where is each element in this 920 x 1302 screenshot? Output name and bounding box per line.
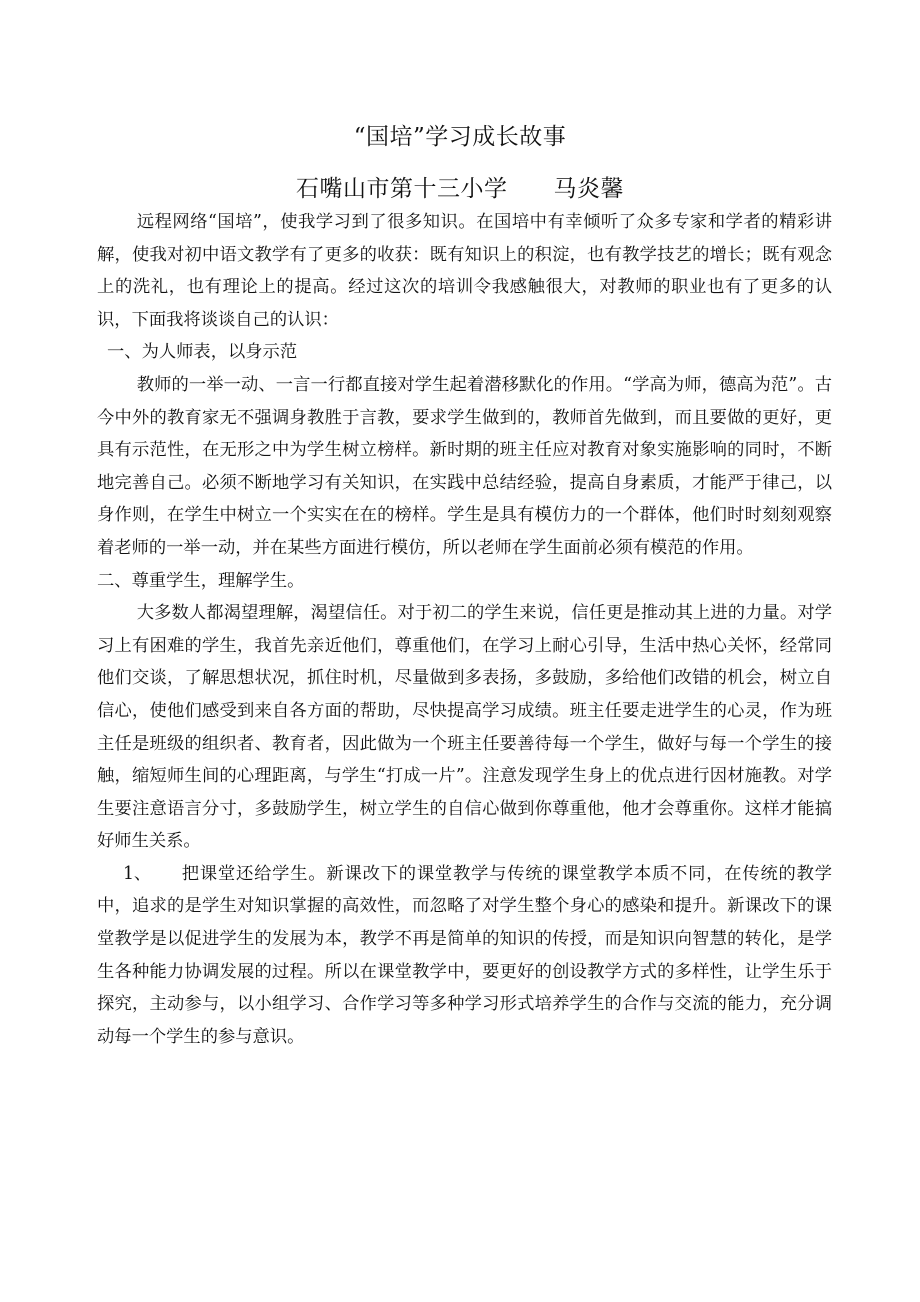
list-item-1-text: 把课堂还给学生。新课改下的课堂教学与传统的课堂教学本质不同，在传统的教学中，追求的是学生对知识掌握的高效性，而忽略了对学生整个身心的感染和提升。新课改下的课堂教学是以促进学生的发展为本，教学不再是简单的知识的传授，而是知识向智慧的转化，是学生各种能力协调发展的过程。所以在课堂教学中，要更好的创设教学方式的多样性，让学生乐于探究，主动参与，以小组学习、合作学习等多种学习形式培养学生的合作与交流的能力，充分调动每一个学生的参与意识。 (97, 863, 832, 1047)
author-name: 马炎馨 (553, 176, 624, 202)
section-2-paragraph: 大多数人都渴望理解，渴望信任。对于初二的学生来说，信任更是推动其上进的力量。对学习上有困难的学生，我首先亲近他们，尊重他们，在学习上耐心引导，生活中热心关怀，经常同他们交谈，了解思想状况，抓住时机，尽量做到多表扬，多鼓励，多给他们改错的机会，树立自信心，使他们感受到来自各方面的帮助，尽快提高学习成绩。班主任要走进学生的心灵，作为班主任是班级的组织者、教育者，因此做为一个班主任要善待每一个学生，做好与每一个学生的接触，缩短师生间的心理距离，与学生“打成一片”。注意发现学生身上的优点进行因材施教。对学生要注意语言分寸，多鼓励学生，树立学生的自信心做到你尊重他，他才会尊重你。这样才能搞好师生关系。 (97, 603, 832, 852)
list-item-1-number: 1、 (122, 863, 152, 884)
author-line (0, 170, 920, 203)
section-1-paragraph: 教师的一举一动、一言一行都直接对学生起着潜移默化的作用。“学高为师，德高为范”。古今中外的教育家无不强调身教胜于言教，要求学生做到的，教师首先做到，而且要做的更好，更具有示范性，在无形之中为学生树立榜样。新时期的班主任应对教育对象实施影响的同时，不断地完善自己。必须不断地学习有关知识，在实践中总结经验，提高自身素质，才能严于律己，以身作则，在学生中树立一个实实在在的榜样。学生是具有模仿力的一个群体，他们时时刻刻观察着老师的一举一动，并在某些方面进行模仿，所以老师在学生面前必须有模范的作用。 (97, 374, 832, 558)
list-item-1 (97, 858, 832, 1054)
section-heading-1: 一、为人师表，以身示范 (107, 342, 298, 363)
document-body (97, 206, 832, 1053)
page-title: “国培”学习成长故事 (353, 124, 567, 150)
intro-paragraph: 远程网络“国培”，使我学习到了很多知识。在国培中有幸倾听了众多专家和学者的精彩讲解，使我对初中语文教学有了更多的收获：既有知识上的积淀，也有教学技艺的增长；既有观念上的洗礼，也有理论上的提高。经过这次的培训令我感触很大，对教师的职业也有了更多的认识，下面我将谈谈自己的认识： (97, 212, 832, 330)
school-name: 石嘴山市第十三小学 (296, 176, 508, 202)
section-heading-2: 二、尊重学生，理解学生。 (97, 570, 305, 591)
